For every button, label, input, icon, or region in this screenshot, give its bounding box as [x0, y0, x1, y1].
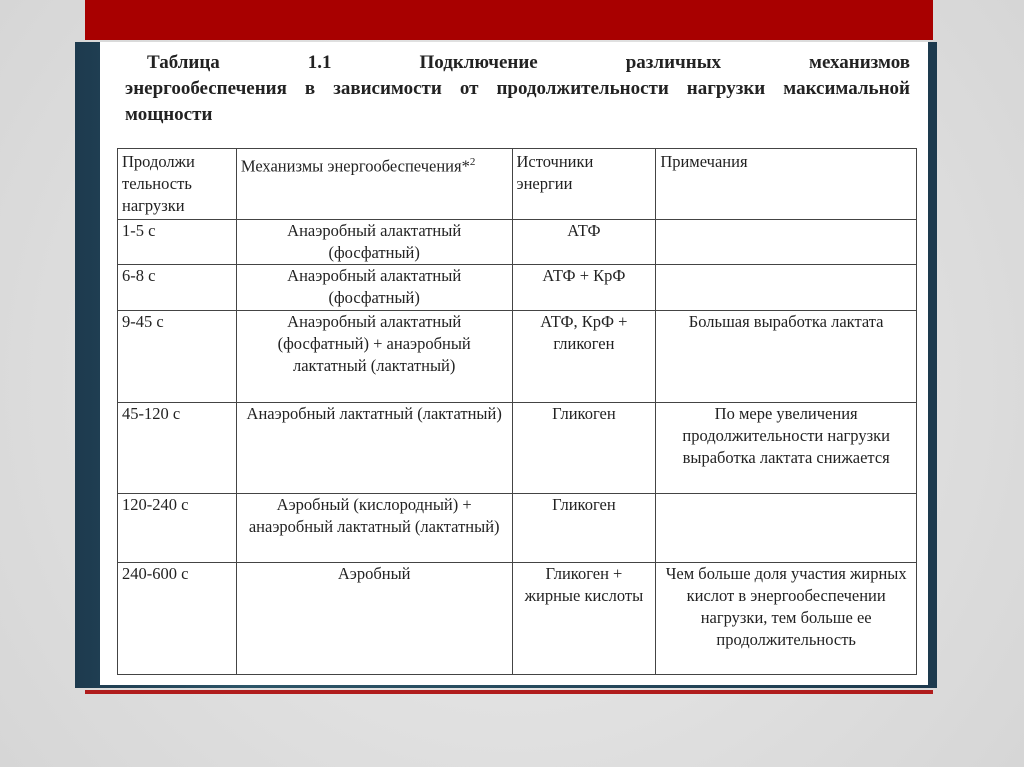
table-row — [118, 563, 917, 675]
caption-word: различных — [625, 52, 722, 73]
energy-mechanisms-table — [117, 148, 917, 675]
mechanism-cell: Аэробный (кислородный) + анаэробный лактатный (лактатный) — [236, 494, 512, 563]
caption-word: Подключение — [419, 52, 538, 73]
source-cell: АТФ — [512, 220, 656, 265]
duration-cell: 1-5 с — [118, 220, 237, 265]
source-cell: Гликоген + жирные кислоты — [512, 563, 656, 675]
mechanism-cell: Аэробный — [236, 563, 512, 675]
footer-line — [85, 690, 933, 694]
header-mechanisms — [236, 149, 512, 220]
header-sources: Источники энергии — [512, 149, 656, 220]
mechanism-cell: Анаэробный алактатный (фосфатный) — [236, 220, 512, 265]
note-cell: Большая выработка лактата — [656, 311, 917, 403]
source-cell: АТФ, КрФ + гликоген — [512, 311, 656, 403]
source-cell: АТФ + КрФ — [512, 265, 656, 311]
table-row — [118, 220, 917, 265]
caption-rest: энергообеспечения в зависимости от продолжительности нагрузки максимальной мощности — [125, 78, 910, 125]
header-duration: Продолжи тельность нагрузки — [118, 149, 237, 220]
note-cell: Чем больше доля участия жирных кислот в энергообеспечении нагрузки, тем больше ее продолжительность — [656, 563, 917, 675]
mechanism-cell: Анаэробный лактатный (лактатный) — [236, 403, 512, 494]
note-cell — [656, 220, 917, 265]
duration-cell: 9-45 с — [118, 311, 237, 403]
table-caption — [125, 50, 910, 128]
duration-cell: 6-8 с — [118, 265, 237, 311]
note-cell — [656, 265, 917, 311]
duration-cell: 240-600 с — [118, 563, 237, 675]
header-mechanisms-label: Механизмы энергообеспечения* — [240, 156, 470, 176]
caption-word: Таблица — [147, 52, 220, 73]
footnote-mark: 2 — [469, 156, 476, 168]
header-bar — [85, 0, 933, 40]
table-row — [118, 494, 917, 563]
note-cell: По мере увеличения продолжительности нагрузки выработка лактата снижается — [656, 403, 917, 494]
table-row — [118, 403, 917, 494]
duration-cell: 120-240 с — [118, 494, 237, 563]
source-cell: Гликоген — [512, 403, 656, 494]
header-notes: Примечания — [656, 149, 917, 220]
table-header-row — [118, 149, 917, 220]
caption-word: механизмов — [809, 52, 910, 73]
caption-word: 1.1 — [307, 52, 332, 73]
table-row — [118, 311, 917, 403]
table-row — [118, 265, 917, 311]
note-cell — [656, 494, 917, 563]
mechanism-cell: Анаэробный алактатный (фосфатный) — [236, 265, 512, 311]
mechanism-cell: Анаэробный алактатный (фосфатный) + анаэробный лактатный (лактатный) — [236, 311, 512, 403]
duration-cell: 45-120 с — [118, 403, 237, 494]
source-cell: Гликоген — [512, 494, 656, 563]
